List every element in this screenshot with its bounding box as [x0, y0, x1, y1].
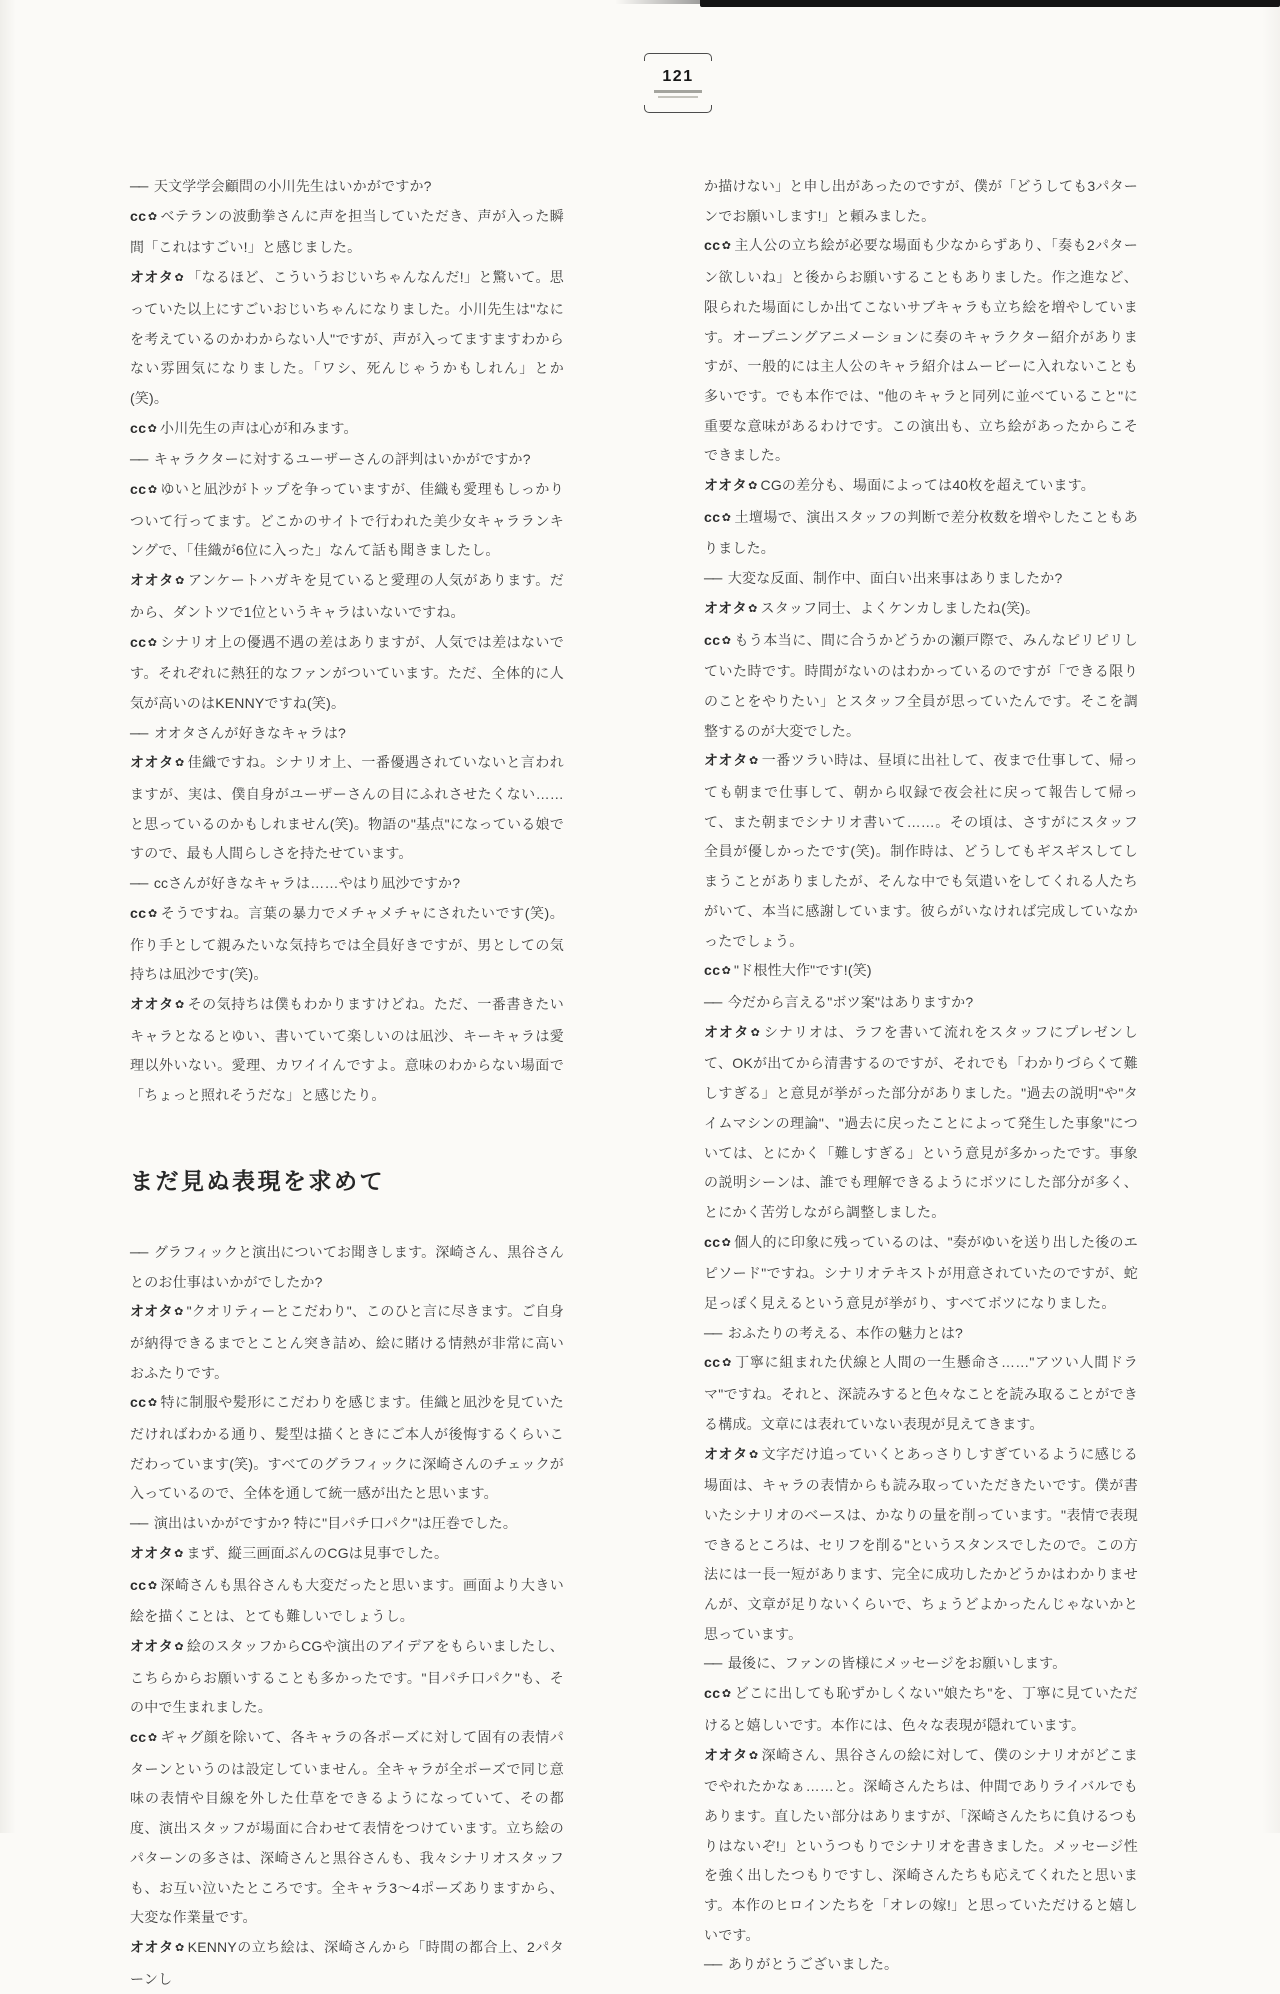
page-caption-line-1 [654, 90, 702, 93]
speaker-mark-icon: ✿ [175, 575, 185, 588]
speaker-label: オオタ [704, 752, 748, 769]
speaker-label: cc [704, 1685, 721, 1702]
interview-answer: オオタ✿ CGの差分も、場面によっては40枚を超えています。 [704, 477, 1095, 494]
speaker-label: オオタ [130, 1637, 174, 1654]
interviewer-dash: ── [130, 724, 147, 741]
interviewer-dash: ── [130, 875, 147, 892]
interview-question: ── おふたりの考える、本作の魅力とは? [704, 1324, 964, 1341]
interview-question: ── 天文学学会顧問の小川先生はいかがですか? [130, 178, 432, 194]
interview-answer: オオタ✿ スタッフ同士、よくケンカしましたね(笑)。 [704, 599, 1040, 616]
bracket-top [644, 53, 712, 61]
interview-answer: cc✿ シナリオ上の優遇不遇の差はありますが、人気では差はないです。それぞれに熱狂的なファンがついています。ただ、全体的に人気が高いのはKENNYですね(笑)。 [130, 633, 564, 711]
interview-answer: cc✿ もう本当に、間に合うかどうかの瀬戸際で、みんなピリピリしていた時です。時間がないのはわかっているのですが「できる限りのことをやりたい」とスタッフ全員が思っていたんです。そこを調整するのが大変でした。 [704, 631, 1138, 739]
speaker-label: オオタ [130, 995, 174, 1012]
section-heading: まだ見ぬ表現を求めて [130, 1167, 385, 1194]
speaker-label: オオタ [130, 754, 174, 771]
interviewer-dash: ── [704, 1956, 721, 1973]
speaker-mark-icon: ✿ [174, 1306, 184, 1319]
speaker-label: オオタ [130, 1938, 174, 1955]
speaker-label: オオタ [130, 572, 175, 589]
speaker-mark-icon: ✿ [721, 240, 732, 253]
speaker-mark-icon: ✿ [750, 1026, 761, 1039]
speaker-mark-icon: ✿ [147, 1732, 158, 1745]
interview-question: ── グラフィックと演出についてお聞きします。深崎さん、黒谷さんとのお仕事はいかがでしたか? [130, 1243, 564, 1290]
column-right [704, 172, 1138, 1980]
speaker-label: cc [704, 237, 721, 254]
speaker-mark-icon: ✿ [174, 272, 185, 285]
interview-answer: オオタ✿ シナリオは、ラフを書いて流れをスタッフにプレゼンして、OKが出てから清書するのですが、それでも「わかりづらくて難しすぎる」と意見が挙がった部分がありました。"過去の説明"や"タイムマシンの理論"、"過去に戻ったことによって発生した事象"については、とにかく「難しすぎる」という意見が多かったです。事象の説明シーンは、誰でも理解できるようにボツにした部分が多く、とにかく苦労しながら調整しました。 [704, 1023, 1138, 1220]
speaker-label: cc [704, 508, 721, 525]
interview-question: ── 今だから言える"ボツ案"はありますか? [704, 993, 974, 1010]
interview-answer: オオタ✿ 文字だけ追っていくとあっさりしすぎているように感じる場面は、キャラの表情からも読み取っていただきたいです。僕が書いたシナリオのベースは、かなりの量を削っています。"表情で表現できるところは、セリフを削る"というスタンスでしたので。この方法には一長一短があります、完全に成功したかどうかはわかりませんが、文章が足りないくらいで、ちょうどよかったんじゃないかと思っています。 [704, 1445, 1138, 1642]
top-edge-bar-fade [615, 0, 700, 4]
interview-answer: オオタ✿ 深崎さん、黒谷さんの絵に対して、僕のシナリオがどこまでやれたかなぁ……と。深崎さんたちは、仲間でありライバルでもあります。直したい部分はありますが、「深崎さんたちに負けるつもりはないぞ!」というつもりでシナリオを書きました。メッセージ性を強く出したつもりですし、深崎さんたちも応えてくれたと思います。本作のヒロインたちを「オレの嫁!」と思っていただけると嬉しいです。 [704, 1746, 1139, 1943]
speaker-mark-icon: ✿ [748, 1749, 759, 1762]
interviewer-dash: ── [704, 993, 721, 1010]
speaker-label: cc [130, 904, 147, 921]
speaker-mark-icon: ✿ [147, 484, 158, 497]
speaker-mark-icon: ✿ [174, 1547, 184, 1560]
speaker-label: オオタ [704, 1746, 748, 1763]
interview-answer: cc✿ ベテランの波動拳さんに声を担当していただき、声が入った瞬間「これはすごい!」と感じました。 [130, 207, 564, 256]
top-edge-bar [700, 0, 1280, 7]
speaker-mark-icon: ✿ [748, 480, 758, 493]
interview-question: ── 最後に、ファンの皆様にメッセージをお願いします。 [704, 1655, 1067, 1672]
interview-question: ── 演出はいかがですか? 特に"目パチ口パク"は圧巻でした。 [130, 1515, 518, 1532]
page-number: 121 [662, 68, 694, 85]
speaker-label: cc [704, 1233, 721, 1250]
interview-answer: オオタ✿ 絵のスタッフからCGや演出のアイデアをもらいましたし、こちらからお願いすることも多かったです。"目パチ口パク"も、その中で生まれました。 [130, 1637, 564, 1716]
interview-answer: cc✿ どこに出しても恥ずかしくない"娘たち"を、丁寧に見ていただけると嬉しいです。本作には、色々な表現が隠れています。 [704, 1685, 1138, 1733]
interview-answer: cc✿ 特に制服や髪形にこだわりを感じます。佳織と凪沙を見ていただければわかる通り、髪型は描くときにご本人が後悔するくらいこだわっています(笑)。すべてのグラフィックに深崎さんのチェックが入っているので、全体を通して統一感が出たと思います。 [130, 1394, 564, 1502]
speaker-mark-icon: ✿ [721, 1688, 732, 1701]
speaker-mark-icon: ✿ [174, 998, 185, 1011]
interviewer-dash: ── [704, 570, 721, 587]
interviewer-dash: ── [130, 1515, 147, 1532]
speaker-label: cc [130, 1576, 147, 1593]
page-number-block [644, 53, 712, 113]
interview-answer: cc✿ 個人的に印象に残っているのは、"奏がゆいを送り出した後のエピソード"ですね。シナリオテキストが用意されていたのですが、蛇足っぽく見えるという意見が挙がり、すべてボツになりました。 [704, 1233, 1138, 1312]
speaker-label: cc [704, 962, 721, 979]
interview-answer: オオタ✿ まず、縦三画面ぶんのCGは見事でした。 [130, 1544, 449, 1561]
speaker-mark-icon: ✿ [721, 965, 731, 978]
speaker-label: cc [704, 1354, 721, 1371]
interview-answer: オオタ✿ 一番ツラい時は、昼頃に出社して、夜まで仕事して、帰っても朝まで仕事して、朝から収録で夜会社に戻って報告して帰って、また朝までシナリオ書いて……。その頃は、さすがにスタッフ全員が優しかったです(笑)。制作時は、どうしてもギスギスしてしまうことがありましたが、そんな中でも気遣いをしてくれる人たちがいて、本当に感謝しています。彼らがいなければ完成していなかったでしょう。 [704, 752, 1138, 949]
speaker-mark-icon: ✿ [147, 210, 158, 223]
interview-question: ── 大変な反面、制作中、面白い出来事はありましたか? [704, 570, 1063, 587]
speaker-mark-icon: ✿ [748, 1448, 759, 1461]
speaker-mark-icon: ✿ [749, 755, 759, 768]
speaker-label: オオタ [130, 1303, 174, 1320]
interview-answer: オオタ✿ アンケートハガキを見ていると愛理の人気があります。だから、ダントツで1位というキャラはいないですね。 [130, 572, 564, 620]
interview-answer: オオタ✿ KENNYの立ち絵は、深崎さんから「時間の都合上、2パターンし [130, 1938, 564, 1987]
speaker-mark-icon: ✿ [174, 757, 185, 770]
interview-answer: か描けない」と申し出があったのですが、僕が「どうしても3パターンでお願いします!」と頼みました。 [704, 178, 1138, 224]
speaker-mark-icon: ✿ [147, 1397, 158, 1410]
interview-answer: オオタ✿ 佳織ですね。シナリオ上、一番優遇されていないと言われますが、実は、僕自身がユーザーさんの目にふれさせたくない……と思っているのかもしれません(笑)。物語の"基点"になっている娘ですので、最も人間らしさを持たせています。 [130, 754, 564, 862]
interview-answer: cc✿ 土壇場で、演出スタッフの判断で差分枚数を増やしたこともありました。 [704, 508, 1138, 557]
speaker-label: cc [130, 1394, 147, 1411]
speaker-mark-icon: ✿ [721, 1357, 733, 1370]
speaker-label: cc [130, 1729, 147, 1746]
interview-answer: オオタ✿ その気持ちは僕もわかりますけどね。ただ、一番書きたいキャラとなるとゆい、書いていて楽しいのは凪沙、キーキャラは愛理以外いない。愛理、カワイイんですよ。意味のわからない場面で「ちょっと照れそうだな」と感じたり。 [130, 995, 564, 1104]
speaker-mark-icon: ✿ [147, 636, 158, 649]
interview-question: ── ありがとうございました。 [704, 1956, 899, 1973]
interview-answer: cc✿ そうですね。言葉の暴力でメチャメチャにされたいです(笑)。作り手として親みたいな気持ちでは全員好きですが、男としての気持ちは凪沙です(笑)。 [130, 904, 564, 983]
interviewer-dash: ── [704, 1655, 721, 1672]
speaker-mark-icon: ✿ [721, 634, 732, 647]
interviewer-dash: ── [130, 451, 147, 468]
speaker-mark-icon: ✿ [174, 1941, 185, 1954]
speaker-mark-icon: ✿ [721, 511, 732, 524]
interview-answer: オオタ✿ 「なるほど、こういうおじいちゃんなんだ!」と驚いて。思っていた以上にすごいおじいちゃんになりました。小川先生は"なにを考えているのかわからない人"ですが、声が入ってますますわからない雰囲気になりました。「ワシ、死んじゃうかもしれん」とか(笑)。 [130, 269, 564, 406]
interviewer-dash: ── [130, 178, 147, 194]
speaker-label: オオタ [704, 1445, 748, 1462]
speaker-label: オオタ [704, 1023, 750, 1040]
speaker-label: オオタ [130, 1544, 174, 1561]
interview-answer: cc✿ 主人公の立ち絵が必要な場面も少なからずあり、「奏も2パターン欲しいね」と後からお願いすることもありました。作之進など、限られた場面にしか出てこないサブキャラも立ち絵を増やしています。オープニングアニメーションに奏のキャラクター紹介がありますが、一般的には主人公のキャラ紹介はムービーに入れないことも多いです。でも本作では、"他のキャラと同列に並べていること"に重要な意味があるわけです。この演出も、立ち絵があったからこそできました。 [704, 237, 1138, 464]
interview-answer: cc✿ ギャグ顔を除いて、各キャラの各ポーズに対して固有の表情パターンというのは設定していません。全キャラが全ポーズで同じ意味の表情や目線を外した仕草をできるようになっていて、その都度、演出スタッフが場面に合わせて表情をつけています。立ち絵のパターンの多さは、深崎さんと黒谷さんも、我々シナリオスタッフも、お互い泣いたところです。全キャラ3〜4ポーズありますから、大変な作業量です。 [130, 1729, 565, 1926]
speaker-label: オオタ [704, 477, 748, 494]
speaker-label: cc [704, 631, 721, 648]
interview-question: ── キャラクターに対するユーザーさんの評判はいかがですか? [130, 451, 531, 468]
interview-answer: cc✿ "ド根性大作"です!(笑) [704, 962, 872, 979]
speaker-mark-icon: ✿ [147, 1579, 158, 1592]
speaker-mark-icon: ✿ [748, 602, 758, 615]
interview-question: ── ccさんが好きなキャラは……やはり凪沙ですか? [130, 875, 461, 892]
speaker-label: オオタ [130, 269, 174, 286]
interview-answer: cc✿ 小川先生の声は心が和みます。 [130, 419, 358, 436]
interview-answer: cc✿ 深崎さんも黒谷さんも大変だったと思います。画面より大きい絵を描くことは、とても難しいでしょうし。 [130, 1576, 564, 1625]
bracket-bottom [644, 105, 712, 113]
speaker-mark-icon: ✿ [147, 422, 157, 435]
speaker-label: cc [130, 633, 147, 650]
interview-answer: cc✿ 丁寧に組まれた伏線と人間の一生懸命さ……"アツい人間ドラマ"ですね。それと、深読みすると色々なことを読み取ることができる構成。文章には表れていない表現が見えてきます。 [704, 1354, 1138, 1432]
interviewer-dash: ── [704, 1324, 721, 1341]
speaker-label: cc [130, 207, 147, 224]
interview-question: ── オオタさんが好きなキャラは? [130, 724, 347, 741]
column-left [130, 172, 564, 1994]
speaker-mark-icon: ✿ [174, 1640, 184, 1653]
speaker-mark-icon: ✿ [147, 907, 158, 920]
interview-answer: cc✿ ゆいと凪沙がトップを争っていますが、佳織も愛理もしっかりついて行ってます。どこかのサイトで行われた美少女キャラランキングで、「佳織が6位に入った」なんて話も聞きましたし。 [130, 481, 564, 559]
interview-answer: オオタ✿ "クオリティーとこだわり"、このひと言に尽きます。ご自身が納得できるまでとことん突き詰め、絵に賭ける情熱が非常に高いおふたりです。 [130, 1303, 564, 1381]
interviewer-dash: ── [130, 1243, 147, 1260]
speaker-mark-icon: ✿ [721, 1236, 732, 1249]
page-caption-line-2 [658, 96, 698, 98]
speaker-label: オオタ [704, 599, 748, 616]
speaker-label: cc [130, 419, 147, 436]
speaker-label: cc [130, 481, 147, 498]
